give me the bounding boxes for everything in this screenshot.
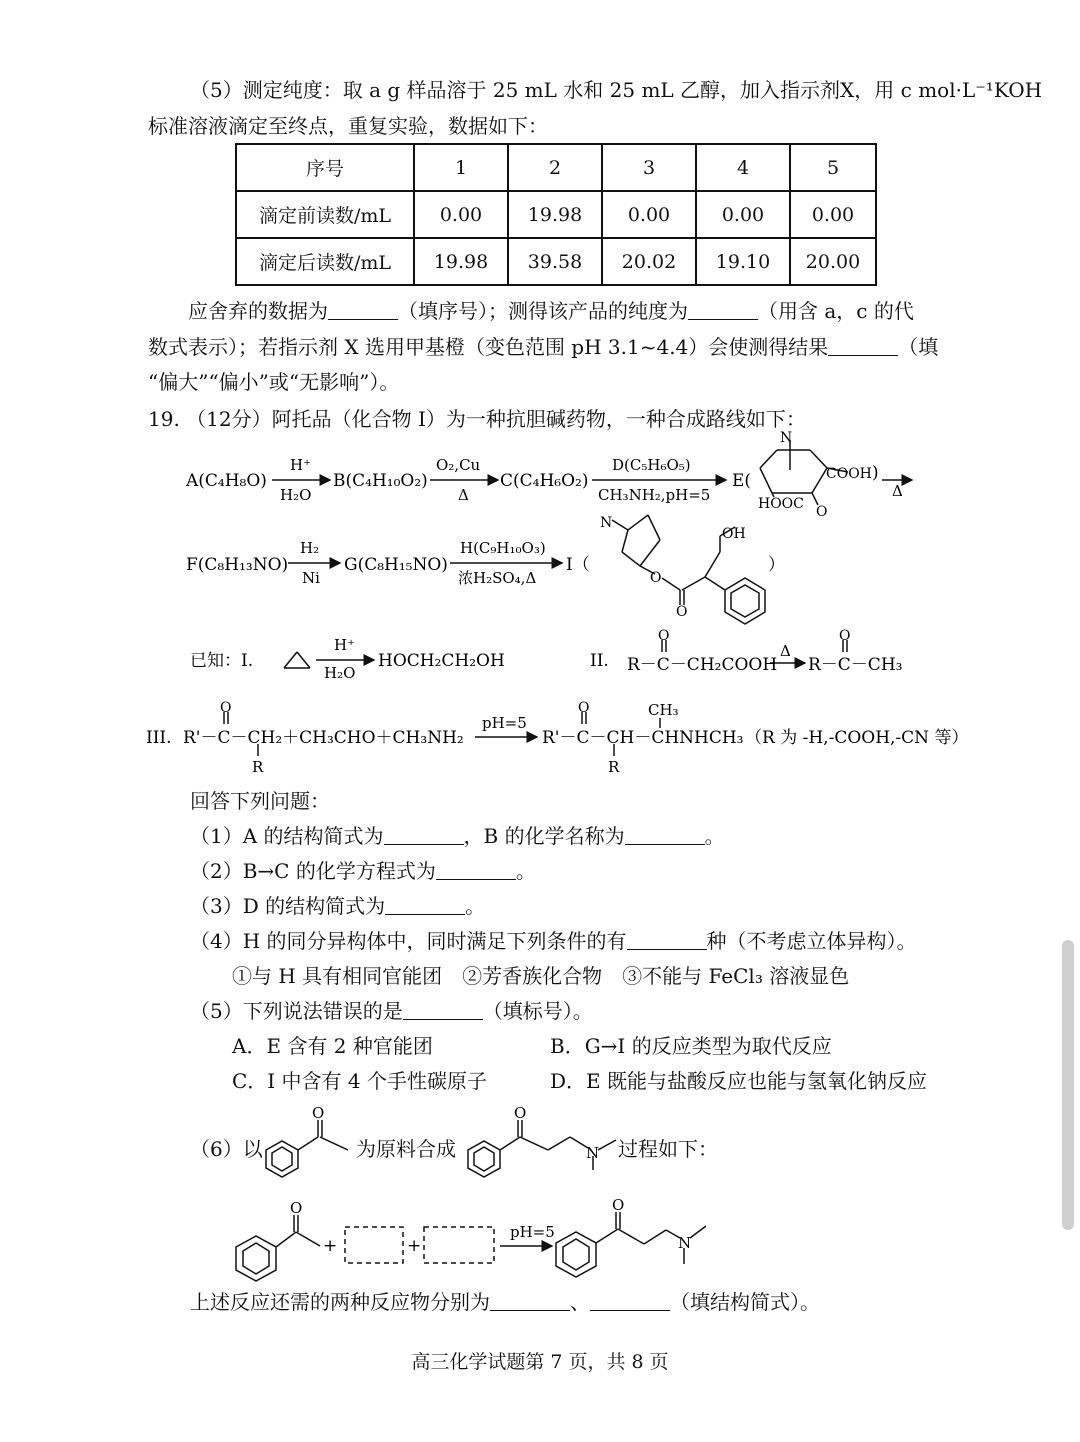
- atom-o: O: [816, 504, 828, 520]
- known-3-note: （R 为 -H,-COOH,-CN 等）: [745, 728, 969, 748]
- text: 种（不考虑立体异构）。: [706, 929, 917, 953]
- text: （填标号）。: [482, 999, 593, 1023]
- known-2-label: II.: [590, 651, 609, 671]
- reagent-water: H₂O: [324, 664, 356, 682]
- scrollbar-thumb[interactable]: [1062, 940, 1074, 1230]
- atom-o: O: [658, 628, 670, 644]
- atom-n: N: [678, 1234, 692, 1252]
- reagent-h-plus: H⁺: [334, 636, 355, 654]
- text: （用含 a，c 的代: [758, 299, 914, 323]
- atom-o: O: [290, 1199, 303, 1217]
- reagent-water: H₂O: [280, 486, 312, 504]
- compound-b: B(C₄H₁₀O₂): [333, 471, 428, 491]
- text: 数式表示）；若指示剂 X 选用甲基橙（变色范围 pH 3.1~4.4）会使测得结果: [148, 335, 829, 359]
- reagent-o2-cu: O₂,Cu: [436, 456, 481, 474]
- question-6-suffix: 过程如下：: [618, 1137, 718, 1161]
- option-d: D．E 既能与盐酸反应也能与氢氧化钠反应: [550, 1069, 927, 1093]
- text: （4）H 的同分异构体中，同时满足下列条件的有: [190, 929, 627, 953]
- text: （1）A 的结构简式为: [190, 824, 384, 848]
- text: 。: [704, 824, 725, 848]
- atom-n: N: [600, 515, 613, 531]
- table-cell: 0.00: [696, 191, 790, 238]
- reagent-heat: Δ: [458, 486, 469, 504]
- atom-o: O: [514, 1104, 527, 1122]
- table-cell: 20.02: [602, 238, 696, 285]
- group-oh: OH: [722, 526, 746, 542]
- table-header-cell: 2: [508, 144, 602, 191]
- compound-e-close: ): [872, 463, 879, 483]
- reactant-box: [345, 1227, 403, 1263]
- table-row-label: 滴定前读数/mL: [236, 191, 414, 238]
- table-cell: 39.58: [508, 238, 602, 285]
- table-cell: 19.98: [508, 191, 602, 238]
- text: （填结构简式）。: [670, 1290, 820, 1314]
- atom-o: O: [612, 1196, 625, 1214]
- compound-c: C(C₄H₆O₂): [500, 471, 589, 491]
- question-6-last: [190, 1289, 820, 1315]
- text: （填: [898, 335, 939, 359]
- reagent-ph: pH=5: [482, 714, 527, 732]
- reagent-sulfuric-acid: 浓H₂SO₄,Δ: [458, 569, 537, 587]
- reagent-h-plus: H⁺: [290, 456, 311, 474]
- known-label: 已知：I.: [190, 651, 254, 671]
- text: 应舍弃的数据为: [188, 299, 328, 323]
- atom-o: O: [578, 700, 590, 716]
- reagent-h2: H₂: [300, 539, 320, 557]
- answer-blank: [590, 1290, 670, 1311]
- known-1-product: HOCH₂CH₂OH: [378, 651, 505, 671]
- part5-line1: （5）测定纯度：取 a g 样品溶于 25 mL 水和 25 mL 乙醇，加入指示剂X，用 c mol·L⁻¹KOH: [190, 78, 1043, 102]
- text: 、: [570, 1290, 590, 1314]
- compound-a: A(C₄H₈O): [186, 471, 267, 491]
- group-r: R: [608, 758, 620, 776]
- compound-e-label: E(: [732, 471, 752, 491]
- group-ch3: CH₃: [648, 701, 679, 719]
- table-cell: 0.00: [790, 191, 876, 238]
- part5-line2: 标准溶液滴定至终点，重复实验，数据如下：: [148, 114, 548, 138]
- answer-blank: [490, 1290, 570, 1311]
- reagent-ph: pH=5: [510, 1223, 555, 1241]
- text: 。: [465, 894, 486, 918]
- option-b: B．G→I 的反应类型为取代反应: [550, 1034, 832, 1058]
- compound-i-close: ）: [768, 555, 785, 575]
- table-row-label: 滴定后读数/mL: [236, 238, 414, 285]
- q19-title: 19. （12分）阿托品（化合物 I）为一种抗胆碱药物，一种合成路线如下：: [148, 407, 806, 431]
- acetophenone-structure: [236, 1215, 320, 1281]
- text: （3）D 的结构简式为: [190, 894, 386, 918]
- acetophenone-structure: [266, 1120, 348, 1177]
- atom-o: O: [839, 628, 851, 644]
- table-header-cell: 3: [602, 144, 696, 191]
- option-c: C．I 中含有 4 个手性碳原子: [232, 1069, 487, 1093]
- reagent-heat: Δ: [892, 482, 903, 500]
- atom-o: O: [220, 700, 232, 716]
- atom-o: O: [312, 1104, 325, 1122]
- reagent-h: H(C₉H₁₀O₃): [460, 539, 546, 557]
- answer-intro: 回答下列问题：: [190, 789, 330, 813]
- table-header-cell: 1: [414, 144, 508, 191]
- table-cell: 0.00: [602, 191, 696, 238]
- option-a: A．E 含有 2 种官能团: [232, 1034, 433, 1058]
- plus-sign: +: [407, 1236, 422, 1256]
- known-2-product: R－C－CH₃: [808, 655, 903, 675]
- question-6-prefix: （6）以: [190, 1137, 263, 1161]
- atom-n: N: [586, 1144, 600, 1162]
- plus-sign: +: [323, 1236, 338, 1256]
- table-header-cell: 序号: [236, 144, 414, 191]
- table-cell: 20.00: [790, 238, 876, 285]
- table-header-cell: 4: [696, 144, 790, 191]
- compound-f: F(C₈H₁₃NO): [186, 555, 289, 575]
- reagent-methylamine: CH₃NH₂,pH=5: [598, 486, 711, 504]
- text: 。: [515, 859, 536, 883]
- reagent-ni: Ni: [302, 569, 320, 587]
- known-3-label: III.: [146, 728, 172, 748]
- reagent-heat: Δ: [780, 642, 791, 660]
- compound-i-label: I（: [566, 555, 590, 575]
- atom-o: O: [650, 570, 662, 586]
- known-2-reactant: R－C－CH₂COOH: [627, 655, 778, 675]
- text: （填序号）；测得该产品的纯度为: [398, 299, 688, 323]
- question-6-middle: 为原料合成: [356, 1137, 456, 1161]
- text: 上述反应还需的两种反应物分别为: [190, 1290, 490, 1314]
- text: （5）下列说法错误的是: [190, 999, 403, 1023]
- reactant-box: [424, 1227, 494, 1263]
- atom-n: N: [780, 430, 793, 446]
- table-cell: 19.98: [414, 238, 508, 285]
- question-4-conditions: ①与 H 具有相同官能团 ②芳香族化合物 ③不能与 FeCl₃ 溶液显色: [232, 964, 850, 988]
- reagent-d: D(C₅H₆O₅): [612, 456, 691, 474]
- part5-question-line3: “偏大”“偏小”或“无影响”）。: [148, 370, 400, 394]
- compound-g: G(C₈H₁₅NO): [344, 555, 448, 575]
- table-header-cell: 5: [790, 144, 876, 191]
- group-hooc: HOOC: [758, 496, 804, 512]
- table-cell: 0.00: [414, 191, 508, 238]
- table-cell: 19.10: [696, 238, 790, 285]
- text: ，B 的化学名称为: [463, 824, 625, 848]
- atom-o: O: [676, 604, 688, 620]
- group-cooh: COOH: [826, 466, 872, 482]
- page-footer: 高三化学试题第 7 页，共 8 页: [411, 1351, 669, 1373]
- known-3-product: R'－C－CH－CHNHCH₃: [542, 728, 744, 748]
- group-r: R: [252, 758, 264, 776]
- known-3-reactant: R'－C－CH₂＋CH₃CHO＋CH₃NH₂: [183, 728, 464, 748]
- text: （2）B→C 的化学方程式为: [190, 859, 436, 883]
